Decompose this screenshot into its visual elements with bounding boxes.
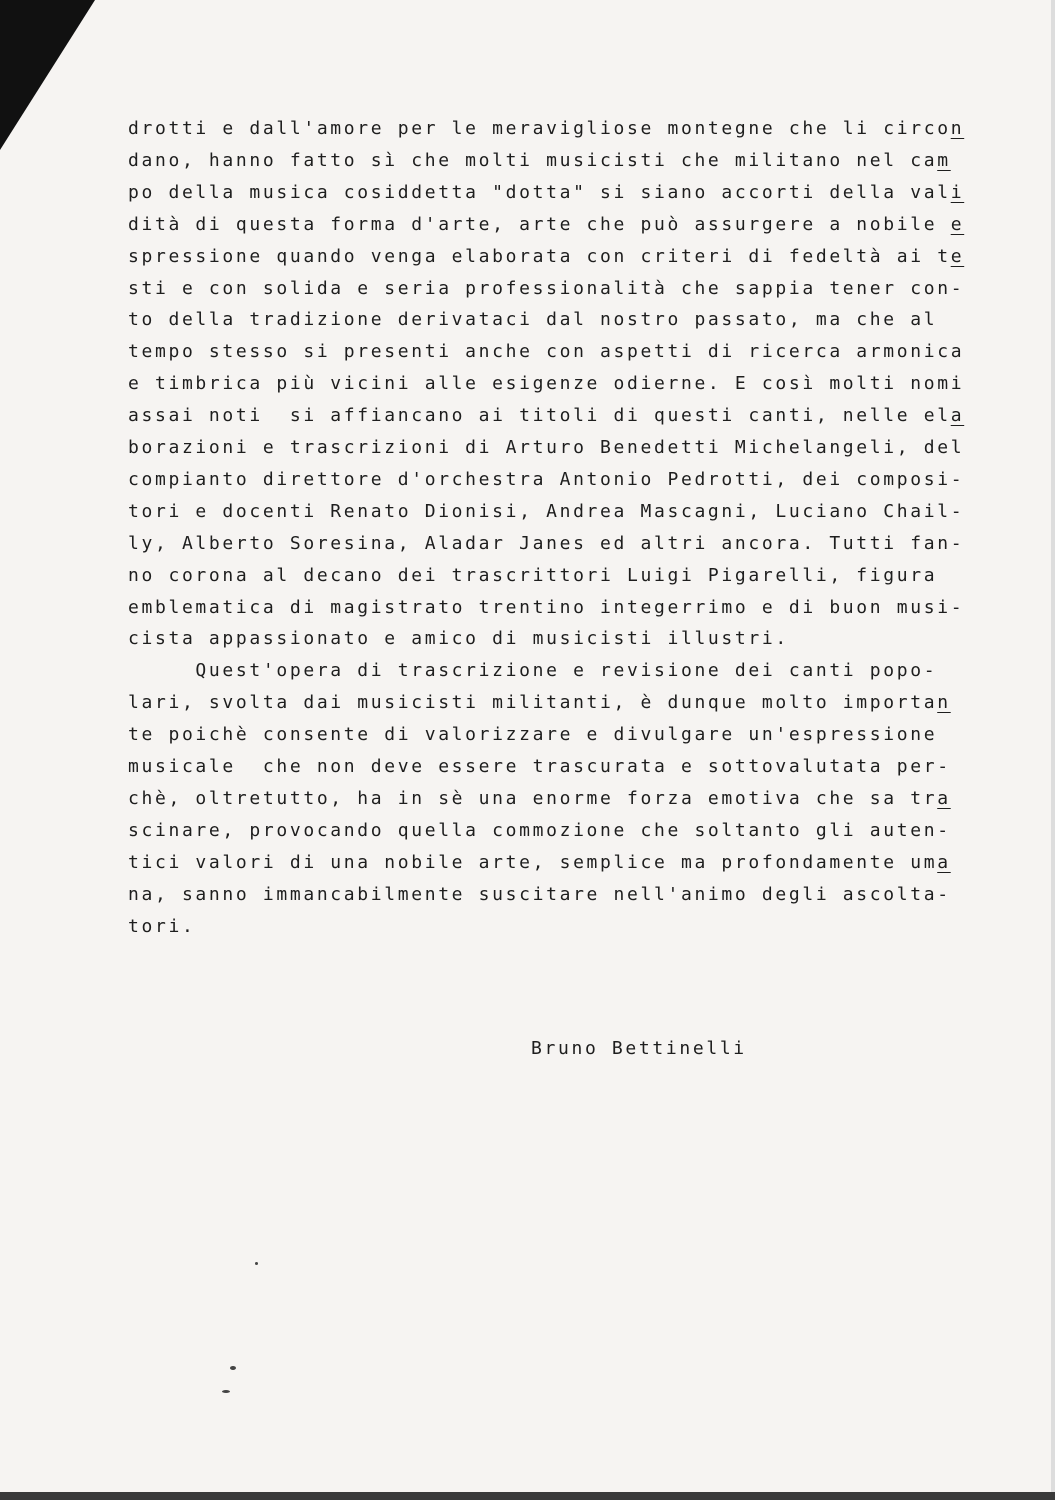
text-line [128,182,964,204]
line-text: na, sanno immancabilmente suscitare nell'animo degli ascolta- [128,883,951,905]
text-line [128,341,964,363]
text-line [128,309,937,331]
line-text: tori e docenti Renato Dionisi, Andrea Mascagni, Luciano Chail- [128,500,965,522]
text-line [128,852,951,874]
text-line [128,788,951,810]
text-line [128,597,964,619]
text-line [128,692,951,714]
scan-bottom-edge [0,1492,1055,1500]
line-text: ly, Alberto Soresina, Aladar Janes ed altri ancora. Tutti fan- [128,532,965,554]
line-text: musicale che non deve essere trascurata e sottovalutata per- [128,756,951,777]
text-line [128,469,964,491]
line-text: dano, hanno fatto sì che molti musicisti che militano nel ca [128,149,938,171]
text-line [128,533,964,555]
line-text: emblematica di magistrato trentino integerrimo e di buon musi- [128,596,965,618]
text-line [128,820,951,842]
line-text: to della tradizione derivataci dal nostro passato, ma che al [128,309,938,331]
text-line [128,246,964,268]
text-line [128,437,964,459]
ink-speck [222,1390,230,1393]
hyphenation-mark: a [937,787,951,809]
line-text: cista appassionato e amico di musicisti illustri. [128,628,789,650]
hyphenation-mark: i [950,181,965,203]
text-line [128,916,195,938]
line-text: tori. [128,915,196,937]
hyphenation-mark: m [937,149,951,171]
hyphenation-mark: a [937,851,951,873]
signature: Bruno Bettinelli [531,1038,747,1059]
text-line [128,565,937,587]
text-line [128,405,964,427]
line-text: no corona al decano dei trascrittori Luigi Pigarelli, figura [128,564,938,586]
text-line [128,501,964,523]
hyphenation-mark: n [950,118,965,139]
hyphenation-mark: a [950,405,965,427]
line-text: tici valori di una nobile arte, semplice ma profondamente um [128,851,938,873]
line-text: assai noti si affiancano ai titoli di questi canti, nelle el [128,405,951,427]
hyphenation-mark: n [937,692,951,714]
text-line [128,756,951,778]
line-text: e timbrica più vicini alle esigenze odierne. E così molti nomi [128,373,965,395]
line-text: po della musica cosiddetta "dotta" si siano accorti della val [128,181,951,203]
line-text: chè, oltretutto, ha in sè una enorme forza emotiva che sa tr [128,787,938,809]
text-line [128,278,964,300]
line-text: compianto direttore d'orchestra Antonio Pedrotti, dei composi- [128,468,965,490]
text-line [128,373,964,395]
page-edge [1051,0,1055,1500]
text-line [128,118,964,140]
scan-corner-shadow [0,0,95,150]
text-line [128,628,789,650]
line-text: spressione quando venga elaborata con criteri di fedeltà ai t [128,245,951,267]
line-text: Quest'opera di trascrizione e revisione dei canti popo- [128,660,938,682]
line-text: borazioni e trascrizioni di Arturo Benedetti Michelangeli, del [128,437,965,458]
ink-speck [255,1262,258,1265]
text-line [128,724,937,746]
text-line [128,884,951,906]
hyphenation-mark: e [950,213,965,235]
text-line [128,214,964,236]
line-text: sti e con solida e seria professionalità che sappia tener con- [128,277,965,299]
hyphenation-mark: e [950,245,965,267]
text-line [128,150,951,172]
line-text: te poichè consente di valorizzare e divulgare un'espressione [128,724,938,746]
line-text: dità di questa forma d'arte, arte che può assurgere a nobile [128,213,951,235]
text-line [128,660,937,682]
line-text: tempo stesso si presenti anche con aspetti di ricerca armonica [128,341,965,363]
line-text: drotti e dall'amore per le meravigliose montegne che li circo [128,118,951,139]
ink-speck [230,1366,236,1370]
line-text: scinare, provocando quella commozione che soltanto gli auten- [128,819,951,841]
line-text: lari, svolta dai musicisti militanti, è dunque molto importa [128,692,938,714]
